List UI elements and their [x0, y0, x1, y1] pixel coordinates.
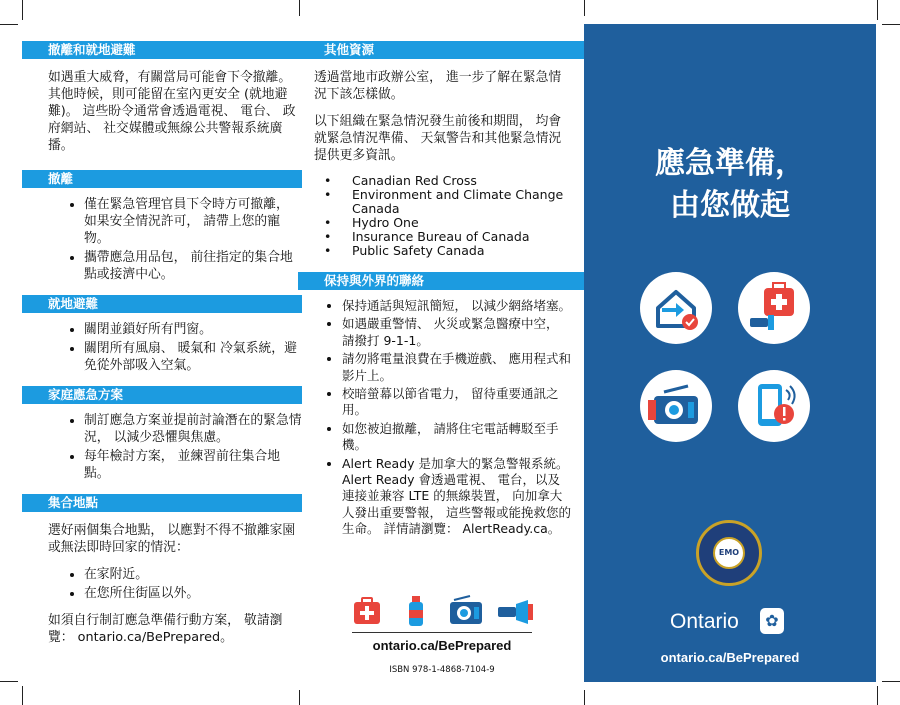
section-header-shelter: 就地避難 [22, 295, 302, 313]
section-header-meeting-places: 集合地點 [22, 494, 302, 512]
first-aid-kit-icon [354, 598, 380, 624]
meeting-intro-text: 選好兩個集合地點， 以應對不得不撤離家園或無法即時回家的情況： [48, 523, 296, 555]
crop-mark [0, 24, 18, 25]
plan-list [28, 412, 302, 482]
fold-mark [584, 690, 585, 705]
footer-text: 如須自行制訂應急準備行動方案， 敬請瀏覽： ontario.ca/BePrepared。 [48, 613, 283, 645]
phone-alert-icon [738, 370, 810, 442]
contact-list [304, 298, 572, 538]
list-item: • 如遇嚴重警情、 火災或緊急醫療中空， 請撥打 9-1-1。 [342, 316, 572, 349]
list-item: • 在您所住街區以外。 [84, 585, 302, 602]
list-item: • 請勿將電量浪費在手機遊戲、 應用程式和影片上。 [342, 351, 572, 384]
list-item: • 關閉所有風扇、 暖氣和 冷氣系統，避免從外部吸入空氣。 [84, 340, 302, 374]
emergency-kit-icons [350, 594, 540, 630]
evac-intro-text: 如遇重大威脅，有關當局可能會下令撤離。 其他時候，則可能留在室內更安全 (就地避難)。 這些盼令通常會透過電視、 電台、 政府網站、 社交媒體或無線公共警報系統廣播。 [48, 70, 296, 153]
list-item: • 如您被迫撤離， 請將住宅電話轉駁至手機。 [342, 421, 572, 454]
resources-text-2: 以下組織在緊急情況發生前後和期間， 均會就緊急情況準備、 天氣警告和其他緊急情況提供更多資訊。 [314, 114, 562, 163]
section-header-stay-connected: 保持與外界的聯絡 [298, 272, 584, 290]
fold-mark [299, 0, 300, 16]
list-item: • 保持通話與短訊簡短， 以減少網絡堵塞。 [342, 298, 572, 314]
fold-mark [584, 0, 585, 16]
crop-mark [882, 681, 900, 682]
first-aid-flashlight-icon [738, 272, 810, 344]
section-header-evacuation: 撤離 [22, 170, 302, 188]
radio-cover-icon [640, 370, 712, 442]
list-item: • 每年檢討方案， 並練習前往集合地點。 [84, 448, 302, 482]
shelter-list [28, 321, 302, 374]
seal-inner: EMO [713, 537, 745, 569]
crop-mark [877, 0, 878, 20]
list-item: • 校暗螢幕以節省電力， 留待重要通訊之用。 [342, 386, 572, 419]
cover-url: ontario.ca/BePrepared [660, 650, 800, 665]
water-bottle-icon [409, 596, 423, 626]
list-item: • 攜帶應急用品包， 前往指定的集合地點或接濟中心。 [84, 249, 302, 283]
crop-mark [22, 0, 23, 20]
cover-title-line2: 由您做起 [670, 188, 790, 223]
list-item: • Insurance Bureau of Canada [338, 230, 584, 244]
list-item: • Alert Ready 是加拿大的緊急警報系統。 Alert Ready 會透過電視、 電台，以及連接並兼容 LTE 的無線裝置， 向加拿大人發出重要警報， 這些警報或能挽救您的生命。 詳情請瀏覽： AlertReady.ca。 [342, 456, 572, 538]
section-header-resources: 其他資源 [298, 41, 584, 59]
divider [352, 632, 532, 633]
trillium-logo-icon: ✿ [760, 608, 784, 634]
isbn-text: ISBN 978-1-4868-7104-9 [389, 665, 495, 675]
resources-text-1: 透過當地市政辦公室， 進一步了解在緊急情況下該怎樣做。 [314, 70, 562, 102]
crop-mark [22, 686, 23, 705]
list-item: • Environment and Climate Change Canada [338, 188, 584, 216]
cover-title-line1: 應急準備， [655, 146, 805, 181]
ontario-brand: Ontario [670, 610, 739, 633]
evacuate-home-icon [640, 272, 712, 344]
crop-mark [877, 686, 878, 705]
meeting-list [28, 566, 302, 602]
fold-mark [299, 690, 300, 705]
left-panel [28, 41, 302, 656]
list-item: • 在家附近。 [84, 566, 302, 583]
flashlight-icon [498, 600, 533, 624]
crop-mark [0, 681, 18, 682]
section-header-family-plan: 家庭應急方案 [22, 386, 302, 404]
list-item: • Public Safety Canada [338, 244, 584, 258]
middle-url: ontario.ca/BePrepared [372, 638, 512, 653]
evacuation-list [28, 196, 302, 283]
list-item: • 僅在緊急管理官員下令時方可撤離， 如果安全情況許可， 請帶上您的寵物。 [84, 196, 302, 247]
radio-icon [450, 596, 482, 624]
emo-seal-logo [696, 520, 762, 586]
list-item: • 制訂應急方案並提前討論潛在的緊急情況， 以減少恐懼與焦慮。 [84, 412, 302, 446]
list-item: • Canadian Red Cross [338, 174, 584, 188]
list-item: • Hydro One [338, 216, 584, 230]
section-header-evac-shelter: 撤離和就地避難 [22, 41, 302, 59]
list-item: • 關閉並鎖好所有門窗。 [84, 321, 302, 338]
crop-mark [882, 24, 900, 25]
resources-list [304, 174, 584, 258]
cover-panel [584, 24, 876, 682]
middle-panel [304, 41, 584, 546]
